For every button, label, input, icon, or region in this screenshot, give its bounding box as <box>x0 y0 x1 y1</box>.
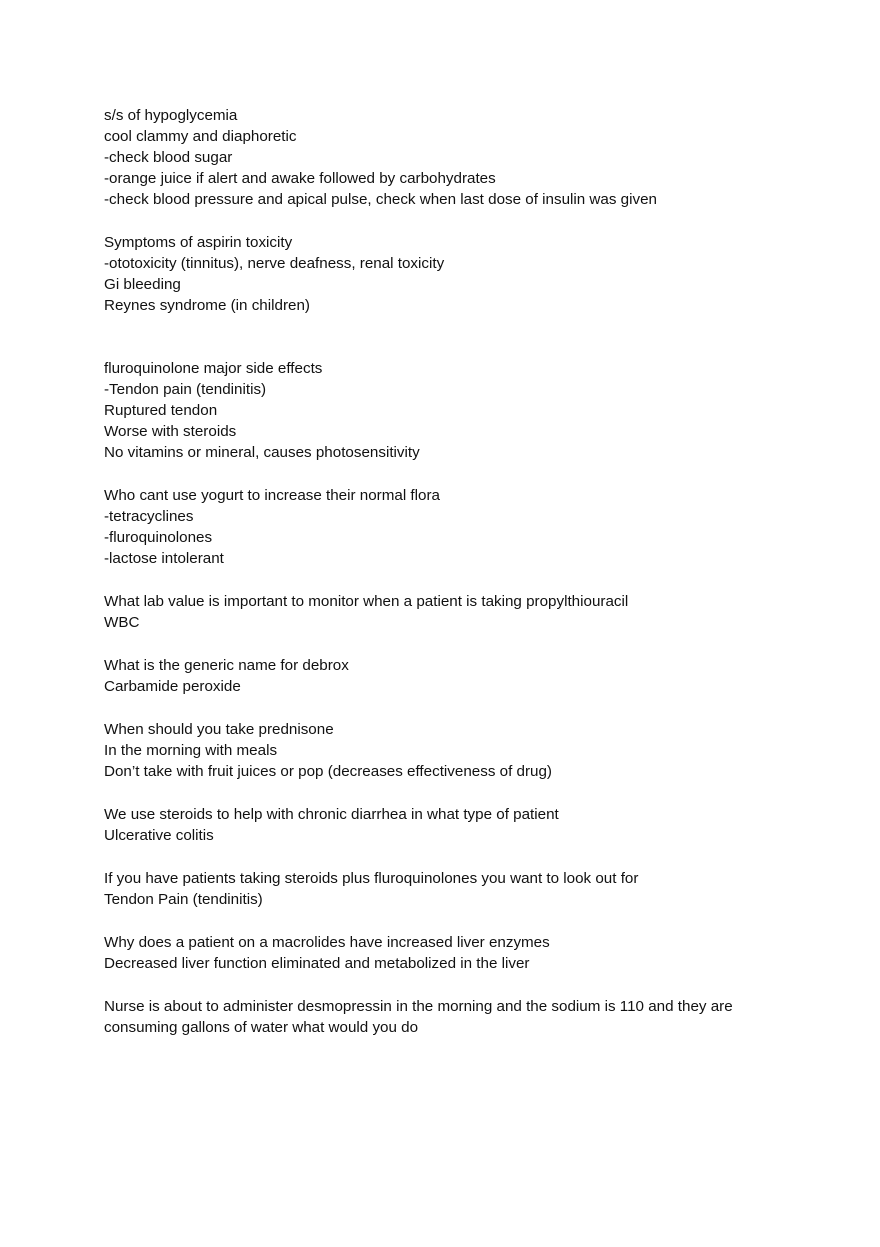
text-line: -ototoxicity (tinnitus), nerve deafness, renal toxicity <box>104 255 445 272</box>
paragraph-gap <box>104 569 794 591</box>
section-debrox <box>104 655 794 697</box>
section-yogurt <box>104 485 794 569</box>
text-line: -check blood pressure and apical pulse, check when last dose of insulin was given <box>104 191 657 208</box>
paragraph-gap <box>104 697 794 719</box>
paragraph-gap <box>104 463 794 485</box>
text-line: Tendon Pain (tendinitis) <box>104 891 263 908</box>
section-prednisone <box>104 719 794 782</box>
section-steroids-fluroquinolones <box>104 868 794 910</box>
text-line: Nurse is about to administer desmopressin in the morning and the sodium is 110 and they are consuming gallons of water what would you do <box>104 998 733 1036</box>
text-line: -orange juice if alert and awake followed by carbohydrates <box>104 170 496 187</box>
text-line: fluroquinolone major side effects <box>104 360 323 377</box>
text-line: Decreased liver function eliminated and metabolized in the liver <box>104 955 530 972</box>
section-steroids-diarrhea <box>104 804 794 846</box>
text-line: What lab value is important to monitor when a patient is taking propylthiouracil <box>104 593 629 610</box>
text-line: Ruptured tendon <box>104 402 218 419</box>
text-line: -fluroquinolones <box>104 529 213 546</box>
text-line: s/s of hypoglycemia <box>104 107 238 124</box>
text-line: Ulcerative colitis <box>104 827 214 844</box>
text-line: When should you take prednisone <box>104 721 334 738</box>
paragraph-gap <box>104 210 794 232</box>
section-fluroquinolone <box>104 358 794 463</box>
text-line: In the morning with meals <box>104 742 278 759</box>
paragraph-gap <box>104 846 794 868</box>
paragraph-gap <box>104 782 794 804</box>
text-line: -lactose intolerant <box>104 550 224 567</box>
text-line: -check blood sugar <box>104 149 233 166</box>
text-line: WBC <box>104 614 140 631</box>
text-line: Don’t take with fruit juices or pop (decreases effectiveness of drug) <box>104 763 552 780</box>
text-line: Who cant use yogurt to increase their normal flora <box>104 487 440 504</box>
text-line: cool clammy and diaphoretic <box>104 128 297 145</box>
section-propylthiouracil <box>104 591 794 633</box>
text-line: Carbamide peroxide <box>104 678 241 695</box>
section-hypoglycemia <box>104 105 794 210</box>
text-line: If you have patients taking steroids plus fluroquinolones you want to look out for <box>104 870 639 887</box>
text-line: We use steroids to help with chronic diarrhea in what type of patient <box>104 806 559 823</box>
text-line: What is the generic name for debrox <box>104 657 349 674</box>
paragraph-gap <box>104 633 794 655</box>
text-line: -Tendon pain (tendinitis) <box>104 381 267 398</box>
text-line: Why does a patient on a macrolides have increased liver enzymes <box>104 934 550 951</box>
document-body <box>104 105 794 1038</box>
section-desmopressin <box>104 996 794 1038</box>
section-macrolides <box>104 932 794 974</box>
text-line: No vitamins or mineral, causes photosensitivity <box>104 444 420 461</box>
paragraph-gap <box>104 316 794 358</box>
text-line: Symptoms of aspirin toxicity <box>104 234 293 251</box>
text-line: Reynes syndrome (in children) <box>104 297 310 314</box>
text-line: Worse with steroids <box>104 423 237 440</box>
section-aspirin-toxicity <box>104 232 794 316</box>
text-line: -tetracyclines <box>104 508 194 525</box>
text-line: Gi bleeding <box>104 276 181 293</box>
paragraph-gap <box>104 974 794 996</box>
paragraph-gap <box>104 910 794 932</box>
